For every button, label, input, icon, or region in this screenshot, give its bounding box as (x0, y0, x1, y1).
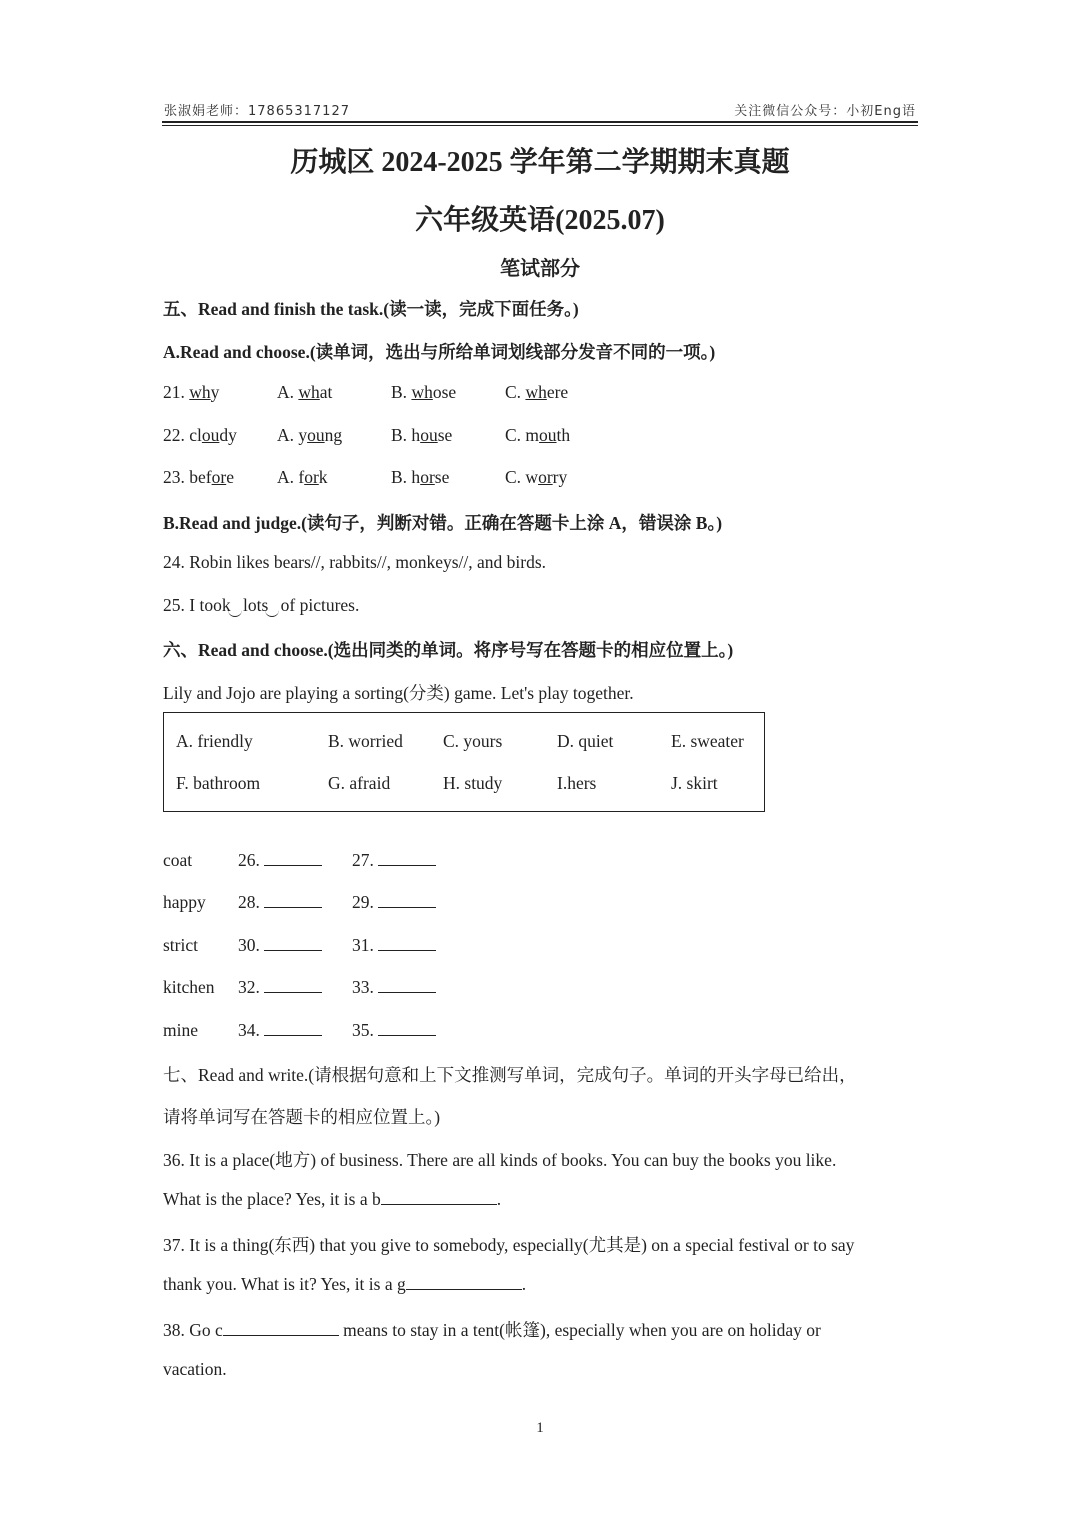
q22-option-a: A. young (277, 425, 343, 445)
q21-option-b: B. whose (391, 382, 457, 402)
q23-word: 23. before (163, 467, 234, 487)
q23-option-a: A. fork (277, 467, 328, 487)
word-bank-item: H. study (443, 773, 503, 793)
header-rule-thin (162, 125, 918, 126)
section6-intro: Lily and Jojo are playing a sorting(分类) game. Let's play together. (163, 683, 634, 703)
word-bank-item: C. yours (443, 731, 503, 751)
sort-category-word: mine (163, 1020, 198, 1040)
sort-answer-blank: 30. (238, 935, 322, 956)
word-bank-item: G. afraid (328, 773, 391, 793)
q22-option-c: C. mouth (505, 425, 571, 445)
q21-option-c: C. where (505, 382, 569, 402)
section7-heading: 七、Read and write.(请根据句意和上下文推测写单词，完成句子。单词的开头字母已给出， (163, 1065, 857, 1085)
sort-category-word: strict (163, 935, 198, 955)
q38-line2: vacation. (163, 1359, 227, 1379)
word-bank-item: D. quiet (557, 731, 614, 751)
section5-heading: 五、Read and finish the task.(读一读，完成下面任务。) (163, 299, 579, 319)
sort-category-word: coat (163, 850, 193, 870)
word-bank-item: J. skirt (671, 773, 718, 793)
sort-answer-blank: 33. (352, 977, 436, 998)
q36-line1: 36. It is a place(地方) of business. There are all kinds of books. You can buy the books you like. (163, 1150, 837, 1170)
q21-option-a: A. what (277, 382, 333, 402)
sort-answer-blank: 35. (352, 1020, 436, 1041)
sort-answer-blank: 26. (238, 850, 322, 871)
q23-option-b: B. horse (391, 467, 450, 487)
header-rule (162, 121, 918, 123)
q22-word: 22. cloudy (163, 425, 237, 445)
word-bank-item: A. friendly (176, 731, 253, 751)
sort-answer-blank: 31. (352, 935, 436, 956)
q36-line2: What is the place? Yes, it is a b . (163, 1189, 502, 1209)
section7-heading-cont: 请将单词写在答题卡的相应位置上。) (163, 1107, 441, 1127)
section5a-heading: A.Read and choose.(读单词，选出与所给单词划线部分发音不同的一项。) (163, 342, 716, 362)
word-bank-item: F. bathroom (176, 773, 261, 793)
sort-answer-blank: 27. (352, 850, 436, 871)
header-teacher-contact: 张淑娟老师：17865317127 (164, 104, 350, 119)
q23-option-c: C. worry (505, 467, 568, 487)
word-bank-item: B. worried (328, 731, 403, 751)
q37-line1: 37. It is a thing(东西) that you give to somebody, especially(尤其是) on a special festival or to say (163, 1235, 855, 1255)
section5b-heading: B.Read and judge.(读句子，判断对错。正确在答题卡上涂 A，错误涂 B。) (163, 513, 723, 533)
sort-category-word: kitchen (163, 977, 215, 997)
header-wechat-account: 关注微信公众号：小初Eng语 (734, 104, 916, 119)
q21-word: 21. why (163, 382, 220, 402)
q38-line1: 38. Go c means to stay in a tent(帐篷), especially when you are on holiday or (163, 1320, 821, 1340)
q24-sentence: 24. Robin likes bears//, rabbits//, monkeys//, and birds. (163, 552, 547, 572)
part-label: 笔试部分 (500, 258, 580, 280)
page-number: 1 (536, 1420, 544, 1436)
sort-answer-blank: 32. (238, 977, 322, 998)
sort-answer-blank: 29. (352, 892, 436, 913)
q37-line2: thank you. What is it? Yes, it is a g . (163, 1274, 527, 1294)
sort-category-word: happy (163, 892, 206, 912)
word-bank-item: I.hers (557, 773, 597, 793)
q22-option-b: B. house (391, 425, 453, 445)
sort-answer-blank: 28. (238, 892, 322, 913)
q25-sentence: 25. I took lots of pictures. (163, 595, 360, 615)
exam-subtitle: 六年级英语(2025.07) (415, 205, 665, 236)
sort-answer-blank: 34. (238, 1020, 322, 1041)
exam-title: 历城区 2024-2025 学年第二学期期末真题 (290, 147, 790, 178)
section6-heading: 六、Read and choose.(选出同类的单词。将序号写在答题卡的相应位置上。) (163, 640, 734, 660)
word-bank-box (163, 712, 765, 812)
word-bank-item: E. sweater (671, 731, 744, 751)
